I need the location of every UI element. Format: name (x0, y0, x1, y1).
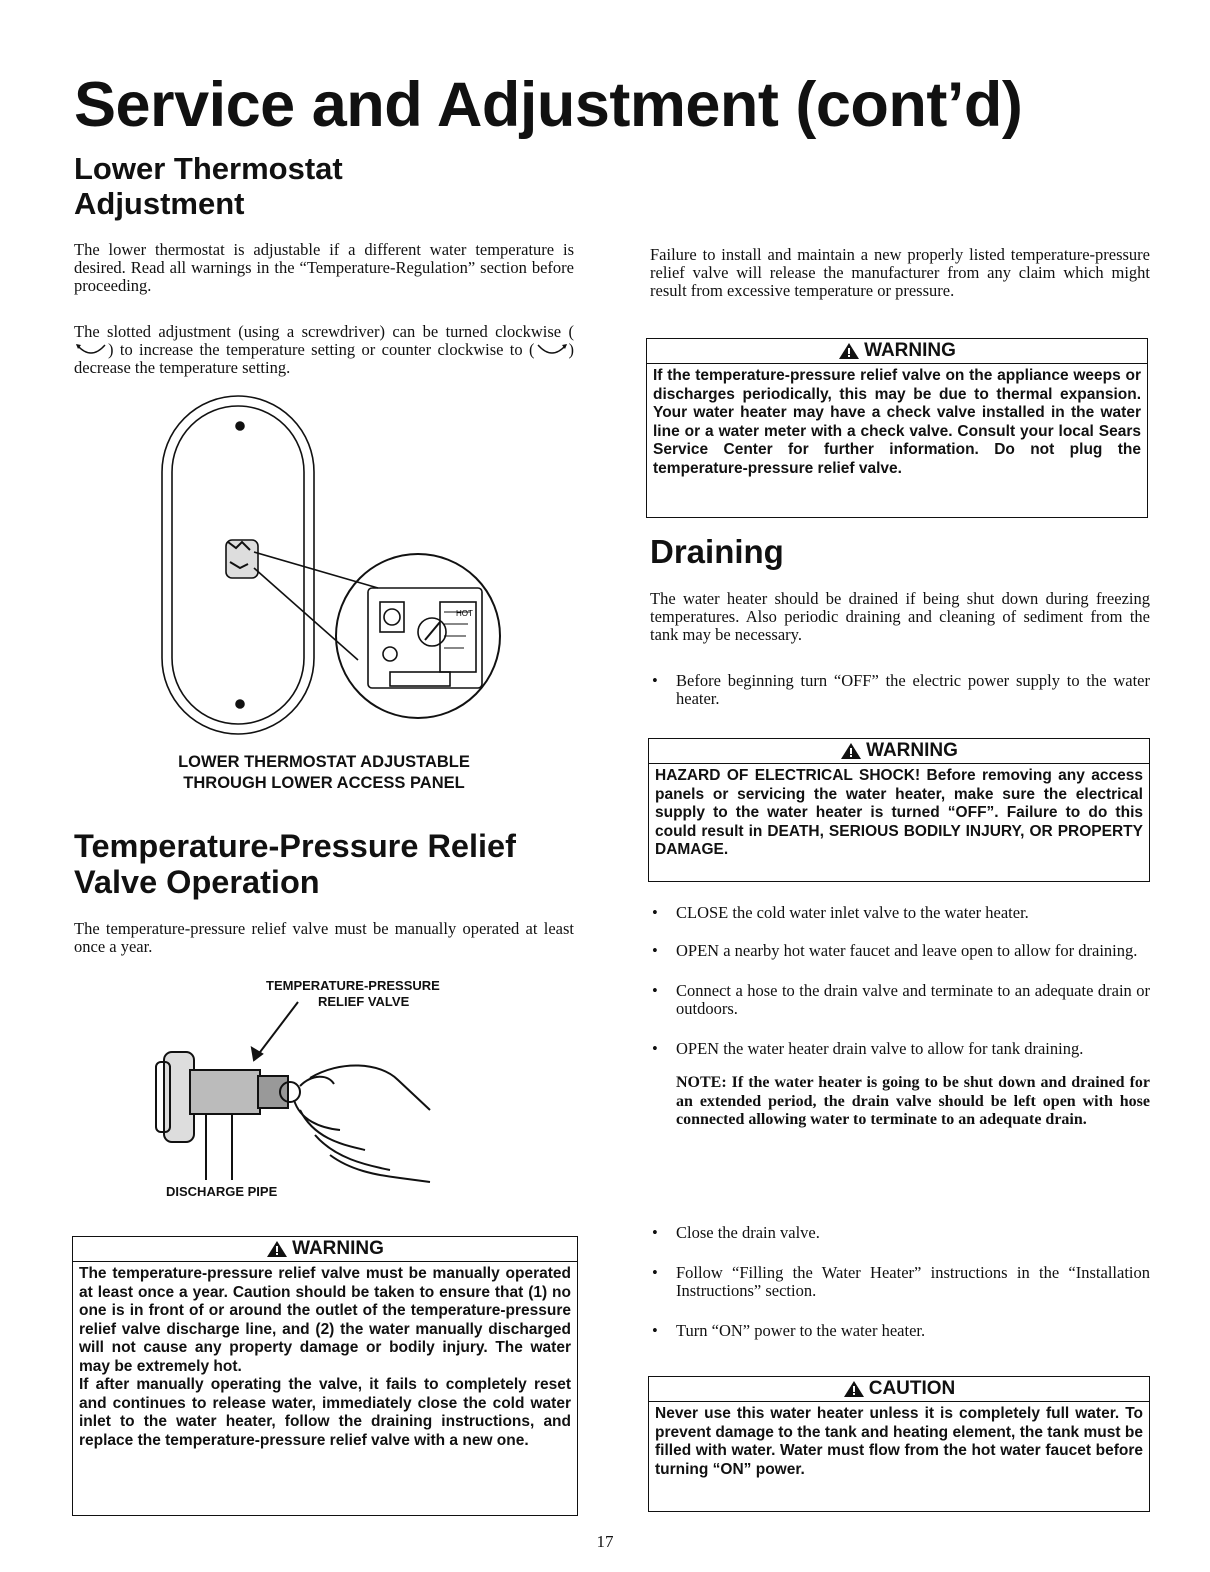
tpr-valve-illustration (150, 1000, 440, 1190)
draining-final-steps (650, 1224, 1150, 1340)
draining-intro: The water heater should be drained if being shut down during freezing temperatures. Also periodic draining and cleaning of sediment from the tank may be necessary. (650, 589, 1150, 644)
page-number: 17 (596, 1532, 614, 1551)
thermostat-figure-caption (74, 752, 574, 794)
list-item (650, 1264, 1150, 1300)
bullet-icon: • (652, 671, 658, 690)
list-item-text: CLOSE the cold water inlet valve to the water heater. (676, 903, 1029, 922)
bullet-icon: • (652, 903, 658, 922)
warning-triangle-icon (840, 742, 862, 760)
warning-header (73, 1237, 577, 1262)
bullet-icon: • (652, 941, 658, 960)
draining-heading: Draining (650, 533, 784, 570)
warning-triangle-icon (838, 342, 860, 360)
lower-thermostat-heading (74, 152, 343, 221)
list-item-text: Close the drain valve. (676, 1223, 820, 1242)
text-fragment: ) decrease the temperature setting. (74, 340, 574, 377)
list-item (650, 1040, 1150, 1058)
caption-line: THROUGH LOWER ACCESS PANEL (183, 774, 465, 792)
heading-line: Temperature-Pressure Relief (74, 828, 516, 864)
warning-header (647, 339, 1147, 364)
caution-header (649, 1377, 1149, 1402)
list-item-text: Follow “Filling the Water Heater” instructions in the “Installation Instructions” section. (676, 1263, 1150, 1300)
caution-body: Never use this water heater unless it is completely full water. To prevent damage to the tank and heating element, the tank must be filled with water. Water must flow from the hot water faucet before turning “ON” power. (655, 1405, 1143, 1478)
lower-thermostat-intro: The lower thermostat is adjustable if a different water temperature is desired. Read all warnings in the “Temperature-Regulation” section before proceeding. (74, 240, 574, 295)
list-item (650, 1322, 1150, 1340)
bullet-icon: • (652, 1321, 658, 1340)
warning-title: WARNING (864, 340, 956, 361)
warning-body (73, 1262, 577, 1454)
slotted-adjustment-text (74, 323, 574, 377)
text-fragment: The slotted adjustment (using a screwdriver) can be turned clockwise ( (74, 322, 574, 341)
page-title: Service and Adjustment (cont’d) (74, 70, 1023, 140)
warning-title: WARNING (866, 740, 958, 761)
warning-paragraph: The temperature-pressure relief valve must be manually operated at least once a year. Caution should be taken to ensure that (1) no one is in front of or around the outlet of the temperature-pressure relief valve discharge line, and (2) the water manually discharged will not cause any property damage or bodily injury. The water may be extremely hot. (79, 1265, 571, 1375)
lower-thermostat-illustration (140, 392, 520, 744)
list-item (650, 904, 1150, 922)
bullet-icon: • (652, 1039, 658, 1058)
list-item (650, 1224, 1150, 1242)
warning-triangle-icon (266, 1240, 288, 1258)
note-text: NOTE: If the water heater is going to be shut down and drained for an extended period, the drain valve should be left open with hose connected allowing water to terminate to an adequate drain. (676, 1074, 1150, 1128)
draining-note (650, 1074, 1150, 1130)
hot-label: HOT (456, 609, 473, 618)
bullet-icon: • (652, 981, 658, 1000)
caption-line: LOWER THERMOSTAT ADJUSTABLE (178, 753, 470, 771)
bullet-icon: • (652, 1263, 658, 1282)
list-item-text: Before beginning turn “OFF” the electric power supply to the water heater. (676, 671, 1150, 708)
label-line: RELIEF VALVE (318, 994, 410, 1009)
warning-body: If the temperature-pressure relief valve on the appliance weeps or discharges periodically, this may be due to thermal expansion. Your water heater may have a check valve installed in the water line or a water meter with a check valve. Consult your local Sears Service Center for further information. Do not plug the temperature-pressure relief valve. (653, 367, 1141, 477)
caution-box (648, 1376, 1150, 1512)
list-item-text: OPEN a nearby hot water faucet and leave open to allow for draining. (676, 941, 1138, 960)
list-item (650, 672, 1150, 708)
warning-header (649, 739, 1149, 764)
list-item-text: Connect a hose to the drain valve and terminate to an adequate drain or outdoors. (676, 981, 1150, 1018)
discharge-pipe-label: DISCHARGE PIPE (166, 1184, 278, 1199)
list-item (650, 942, 1150, 960)
heading-line: Valve Operation (74, 864, 320, 900)
clockwise-arrow-icon (74, 343, 108, 357)
electrical-shock-warning-box (648, 738, 1150, 882)
tpr-failure-text: Failure to install and maintain a new properly listed temperature-pressure relief valve will release the manufacturer from any claim which might result from excessive temperature or pressure. (650, 245, 1150, 300)
warning-paragraph: If after manually operating the valve, it fails to completely reset and continues to release water, immediately close the cold water inlet to the water heater, follow the draining instructions, and replace the temperature-pressure relief valve with a new one. (79, 1376, 571, 1449)
draining-pre-step (650, 672, 1150, 708)
thermal-expansion-warning-box (646, 338, 1148, 518)
list-item (650, 982, 1150, 1018)
caution-title: CAUTION (868, 1378, 956, 1399)
heading-line: Lower Thermostat (74, 151, 343, 186)
tpr-valve-intro: The temperature-pressure relief valve must be manually operated at least once a year. (74, 919, 574, 956)
caution-triangle-icon (843, 1380, 865, 1398)
tpr-warning-box (72, 1236, 578, 1516)
list-item-text: Turn “ON” power to the water heater. (676, 1321, 926, 1340)
warning-body: HAZARD OF ELECTRICAL SHOCK! Before removing any access panels or servicing the water heater, make sure the electrical supply to the water heater is turned “OFF”. Failure to do this could result in DEATH, SERIOUS BODILY INJURY, OR PROPERTY DAMAGE. (655, 767, 1143, 858)
draining-steps (650, 904, 1150, 1130)
label-line: TEMPERATURE-PRESSURE (266, 978, 440, 993)
text-fragment: ) to increase the temperature setting or counter clockwise to ( (108, 340, 535, 359)
heading-line: Adjustment (74, 185, 245, 221)
counterclockwise-arrow-icon (535, 343, 569, 357)
list-item-text: OPEN the water heater drain valve to allow for tank draining. (676, 1039, 1084, 1058)
warning-title: WARNING (292, 1238, 384, 1259)
tpr-valve-heading (74, 828, 516, 900)
bullet-icon: • (652, 1223, 658, 1242)
